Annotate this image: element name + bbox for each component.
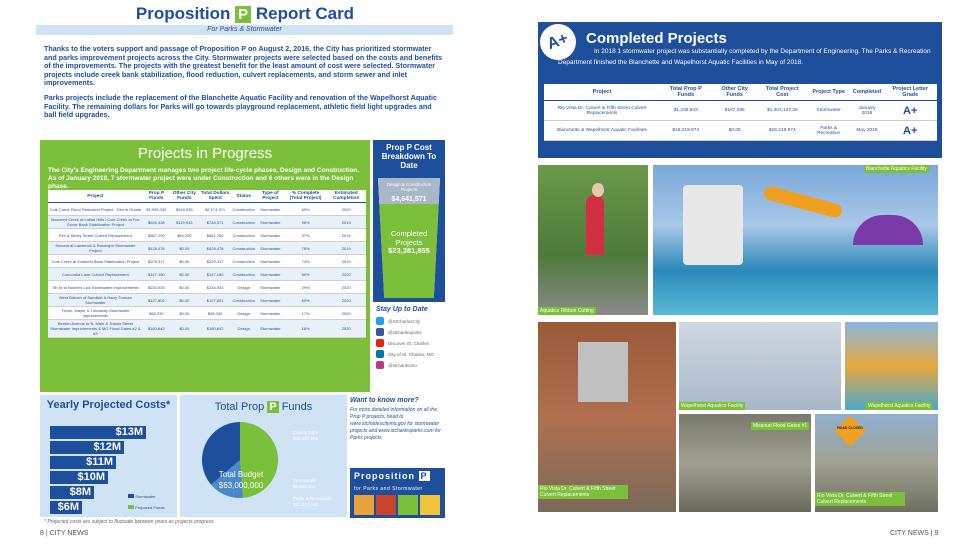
pt-cell: $119,943 bbox=[170, 216, 199, 229]
pt-cell: 2020 bbox=[326, 294, 366, 307]
pt-cell: 18% bbox=[285, 320, 327, 338]
pt-cell: 2020 bbox=[326, 320, 366, 338]
completed-title: Completed Projects bbox=[586, 30, 727, 47]
pt-cell: 76% bbox=[285, 242, 327, 255]
pt-cell: $428,478 bbox=[199, 242, 232, 255]
logo-tile bbox=[420, 495, 440, 515]
pt-cell: $98,330 bbox=[199, 307, 232, 320]
pt-cell: 97% bbox=[285, 229, 327, 242]
pt-cell: Construction bbox=[232, 294, 256, 307]
ct-cell: January 2018 bbox=[850, 101, 883, 121]
caption: Aquatics Ribbon Cutting bbox=[540, 308, 594, 314]
ct-header: Other City Funds bbox=[712, 84, 758, 101]
pt-cell: $626,428 bbox=[143, 216, 170, 229]
pt-cell: $428,478 bbox=[143, 242, 170, 255]
pt-cell: $249,939 bbox=[170, 203, 199, 216]
pt-cell: $746,371 bbox=[199, 216, 232, 229]
ct-cell: Parks & Recreation bbox=[807, 121, 851, 141]
pt-cell: $160,642 bbox=[143, 320, 170, 338]
cup-plan-label: Design & Construction Projects bbox=[386, 182, 432, 192]
table-row bbox=[48, 255, 366, 268]
caption: Rio Vista Dr. Culvert & Fifth Street Culvert Replacements bbox=[538, 485, 628, 499]
pt-cell: Stormwater bbox=[256, 242, 285, 255]
pt-cell: 2020 bbox=[326, 268, 366, 281]
ct-cell: $0.00 bbox=[712, 121, 758, 141]
pie-label-parks: Parks & Recreation $21,217,340 bbox=[293, 496, 332, 507]
ct-header: Project Type bbox=[807, 84, 851, 101]
pie-center-label: Total Budget bbox=[218, 470, 264, 479]
table-row bbox=[48, 242, 366, 255]
pt-cell: Construction bbox=[232, 229, 256, 242]
subtitle-bar: For Parks & Stormwater bbox=[36, 25, 453, 35]
progress-table bbox=[48, 190, 366, 338]
pt-cell: Stormwater bbox=[256, 216, 285, 229]
pt-header: Other City Funds bbox=[170, 190, 199, 203]
pt-cell: $0.00 bbox=[170, 294, 199, 307]
pt-cell: Stormwater bbox=[256, 229, 285, 242]
pt-cell: 17% bbox=[285, 307, 327, 320]
pt-header: Total Dollars Spent bbox=[199, 190, 232, 203]
pt-cell: Elm & Sibley Street Culvert Replacement bbox=[48, 229, 143, 242]
pt-cell: Boschert Creek at Indian Hills / Cole Creek at Fox Grove Bank Stabilization Project bbox=[48, 216, 143, 229]
table-row bbox=[48, 320, 366, 338]
warning-sign-text: ROAD CLOSED bbox=[837, 426, 863, 430]
pt-cell: Cole Creek at Zumbehl Bank Stabilization Project bbox=[48, 255, 143, 268]
pt-cell: 7th St to Boone's Lick Stormwater Improvements bbox=[48, 281, 143, 294]
pt-cell: $98,330 bbox=[143, 307, 170, 320]
pt-cell: $0.00 bbox=[170, 242, 199, 255]
pt-cell: Stormwater bbox=[256, 294, 285, 307]
table-row bbox=[48, 307, 366, 320]
progress-title: Projects in Progress bbox=[137, 145, 273, 162]
pt-header: % Complete (Total Project) bbox=[285, 190, 327, 203]
ct-cell: $1,235,843 bbox=[660, 101, 712, 121]
social-youtube[interactable]: Discover St. Charles bbox=[376, 339, 442, 347]
yearly-bar: $13M bbox=[50, 426, 146, 439]
ct-header: Project Letter Grade bbox=[883, 84, 937, 101]
pt-cell: $0.00 bbox=[170, 307, 199, 320]
pt-cell: 60% bbox=[285, 294, 327, 307]
twitter-icon bbox=[376, 317, 384, 325]
yearly-legend-2: Proposed Funds bbox=[128, 505, 164, 510]
pie-center-value: $63,000,000 bbox=[218, 481, 264, 490]
page-number-right: CITY NEWS | 9 bbox=[890, 530, 939, 537]
pt-cell: 2020 bbox=[326, 281, 366, 294]
prop-p-banner-logo: Proposition P for Parks and Stormwater bbox=[350, 468, 445, 518]
table-row bbox=[48, 216, 366, 229]
pt-cell: $127,801 bbox=[199, 294, 232, 307]
page-title: Proposition P Report Card bbox=[135, 4, 355, 23]
pt-cell: Stormwater bbox=[256, 268, 285, 281]
ct-cell: $1,403,127.28 bbox=[758, 101, 807, 121]
cup-done-label: Completed Projects bbox=[390, 229, 428, 247]
pt-cell: Second at Lawrence & Randolph Stormwater Project bbox=[48, 242, 143, 255]
a-plus-badge: A+ bbox=[535, 19, 581, 65]
photo-wapelhorst-1 bbox=[679, 322, 841, 410]
cost-title: Prop P Cost Breakdown To Date bbox=[381, 143, 437, 170]
cup-done-value: $23,381,855 bbox=[388, 246, 430, 255]
caption: Missouri Flood Gates #1 bbox=[753, 423, 808, 429]
pt-cell: Construction bbox=[232, 216, 256, 229]
waterslide-tower bbox=[683, 185, 743, 265]
yearly-bar: $11M bbox=[50, 456, 116, 469]
pt-cell: 2019 bbox=[326, 255, 366, 268]
pt-cell: Stormwater bbox=[256, 307, 285, 320]
pt-cell: Construction bbox=[232, 268, 256, 281]
instagram-icon bbox=[376, 361, 384, 369]
pt-cell: Stormwater bbox=[256, 281, 285, 294]
facebook-icon bbox=[376, 328, 384, 336]
pt-cell: $147,180 bbox=[199, 268, 232, 281]
photo-culvert bbox=[538, 322, 676, 512]
ct-cell: Stormwater bbox=[807, 101, 851, 121]
pt-cell: $2,174,971 bbox=[199, 203, 232, 216]
pt-cell: $127,801 bbox=[143, 294, 170, 307]
concrete-box bbox=[578, 342, 628, 402]
pt-cell: $234,933 bbox=[199, 281, 232, 294]
pt-cell: 60% bbox=[285, 203, 327, 216]
logo-tile bbox=[354, 495, 374, 515]
umbrella bbox=[853, 215, 923, 245]
caption: Blanchette Aquatics Facility bbox=[866, 166, 927, 172]
prop-p-logo: P bbox=[235, 6, 251, 23]
yearly-legend-1: Stormwater bbox=[128, 494, 156, 499]
pie-label-cost: Cost to Date $28,527,986 bbox=[293, 430, 319, 441]
caption: Wapelhorst Aquatics Facility bbox=[681, 403, 744, 409]
pt-cell: West Branch of Sandfort & Harry Truman Stormwater bbox=[48, 294, 143, 307]
ct-header: Total Project Cost bbox=[758, 84, 807, 101]
pt-cell: $1,925,032 bbox=[143, 203, 170, 216]
youtube-icon bbox=[376, 339, 384, 347]
yearly-title: Yearly Projected Costs* bbox=[46, 399, 171, 411]
pt-cell: Stormwater bbox=[256, 255, 285, 268]
photo-wapelhorst-2 bbox=[845, 322, 938, 410]
progress-text: The City's Engineering Department manages two project life-cycle phases, Design and Construction. As of January 2019, 7 stormwater project were under Construction and 6 others were in the Design phase. bbox=[48, 167, 360, 190]
table-row bbox=[544, 121, 937, 141]
want-to-know-more: Want to know more? For more detailed information on all the Prop P projects, head to www.stcharlescitymo.gov for stormwater projects and www.stcharlesparks.com for Parks projects. bbox=[350, 397, 441, 441]
social-twitter[interactable]: @StCharlesCity bbox=[376, 317, 442, 325]
ct-cell: $16,219,974 bbox=[660, 121, 712, 141]
linkedin-icon bbox=[376, 350, 384, 358]
pt-cell: Design bbox=[232, 307, 256, 320]
pt-cell: 2019 bbox=[326, 229, 366, 242]
social-instagram[interactable]: @stcharlesmo bbox=[376, 361, 442, 369]
pt-cell: 2020 bbox=[326, 203, 366, 216]
pt-header: Project bbox=[48, 190, 143, 203]
warning-sign bbox=[834, 415, 865, 446]
pt-cell: Tieum, Mayer & Treeaway Stormwater Improvements bbox=[48, 307, 143, 320]
logo-tile bbox=[398, 495, 418, 515]
pt-cell: Cole Creek Flood Reduction Project - Elm to Droste bbox=[48, 203, 143, 216]
table-row bbox=[48, 281, 366, 294]
completed-text: In 2018 1 stormwater project was substantially completed by the Department of Engineering. The Parks & Recreation Department finished the Blanchette and Wapelhorst Aquatic Facilities in May of 2018. bbox=[558, 48, 931, 66]
pt-cell: 2019 bbox=[326, 216, 366, 229]
funds-title: Total Prop P Funds bbox=[214, 401, 313, 413]
pt-cell: 29% bbox=[285, 281, 327, 294]
pie-label-storm: Stormwater $8,860,341 bbox=[293, 478, 317, 489]
pt-cell: Stormwater bbox=[256, 320, 285, 338]
pt-cell: 96% bbox=[285, 216, 327, 229]
ct-cell: Rio Vista Dr. Culvert & Fifth Street Culvert Replacements bbox=[544, 101, 660, 121]
pt-header: Type of Project bbox=[256, 190, 285, 203]
table-row bbox=[48, 229, 366, 242]
photo-ribbon-cutting bbox=[538, 165, 648, 315]
pt-cell: $229,317 bbox=[199, 255, 232, 268]
pt-cell: $567,290 bbox=[143, 229, 170, 242]
pt-header: Status bbox=[232, 190, 256, 203]
table-row bbox=[48, 203, 366, 216]
photo-blanchette bbox=[653, 165, 938, 315]
pt-cell: Design bbox=[232, 281, 256, 294]
table-row bbox=[544, 101, 937, 121]
ct-cell: May 2018 bbox=[850, 121, 883, 141]
table-row bbox=[48, 268, 366, 281]
pt-cell: $0.00 bbox=[170, 268, 199, 281]
pt-cell: $147,180 bbox=[143, 268, 170, 281]
completed-table bbox=[544, 84, 937, 141]
pt-cell: Stormwater bbox=[256, 203, 285, 216]
pt-cell: $160,642 bbox=[199, 320, 232, 338]
page-number-left: 8 | CITY NEWS bbox=[40, 530, 89, 537]
ct-cell: $167,285 bbox=[712, 101, 758, 121]
pt-cell: $0.00 bbox=[170, 320, 199, 338]
ct-header: Total Prop P Funds bbox=[660, 84, 712, 101]
yearly-bar: $12M bbox=[50, 441, 124, 454]
pt-header: Estimated Completion bbox=[326, 190, 366, 203]
person-figure bbox=[586, 195, 604, 255]
pt-cell: $94,290 bbox=[170, 229, 199, 242]
footnote: * Projected costs are subject to fluctuate between years as projects progress. bbox=[44, 519, 215, 525]
pt-cell: 74% bbox=[285, 255, 327, 268]
pt-cell: $661,760 bbox=[199, 229, 232, 242]
social-linkedin[interactable]: City of St. Charles, MO bbox=[376, 350, 442, 358]
pt-cell: $0.00 bbox=[170, 281, 199, 294]
yearly-bar: $10M bbox=[50, 471, 108, 484]
pt-cell: Construction bbox=[232, 242, 256, 255]
pt-cell: 60% bbox=[285, 268, 327, 281]
pt-cell: Design bbox=[232, 320, 256, 338]
pt-cell: Construction bbox=[232, 203, 256, 216]
yearly-bar: $6M bbox=[50, 501, 82, 514]
pt-cell: 2019 bbox=[326, 242, 366, 255]
slide-tube bbox=[763, 185, 844, 219]
social-facebook[interactable]: @stcharlesparks bbox=[376, 328, 442, 336]
ct-cell: Blanchette & Wapelhorst Aquatic Facilities bbox=[544, 121, 660, 141]
ct-cell: $16,219,974 bbox=[758, 121, 807, 141]
yearly-bar: $8M bbox=[50, 486, 94, 499]
pt-cell: $234,933 bbox=[143, 281, 170, 294]
pt-cell: Benton Avenue to N. Main & Transit Street Stormwater Improvements & MO Flood Gates #2 & #3 bbox=[48, 320, 143, 338]
ct-header: Project bbox=[544, 84, 660, 101]
caption: Wapelhorst Aquatics Facility bbox=[868, 403, 931, 409]
person-head bbox=[592, 183, 604, 197]
pt-cell: 2020 bbox=[326, 307, 366, 320]
table-row bbox=[48, 294, 366, 307]
pt-cell: Concordia Lane Culvert Replacement bbox=[48, 268, 143, 281]
pt-cell: Construction bbox=[232, 255, 256, 268]
ct-header: Completed bbox=[850, 84, 883, 101]
cup-plan-value: $4,641,571 bbox=[391, 196, 427, 203]
intro-text: Thanks to the voters support and passage of Proposition P on August 2, 2016, the City has prioritized stormwater and parks improvement projects across the City. Stormwater projects were selected based on the costs and benefits of the improvements. The projects with the greatest benefit for the least amount of cost were selected. Stormwater projects include creek bank stabilization, flood reduction, culvert replacements, and storm sewer and inlet improvements. Parks projects include the replacement of the Blanchette Aquatic Facility and renovation of the Wapelhorst Aquatic Facility. The remaining dollars for Parks will go towards playground replacement, athletic field light upgrades and ball field upgrades. bbox=[44, 44, 443, 120]
ct-cell: A+ bbox=[883, 121, 937, 141]
stay-up-to-date: Stay Up to Date @StCharlesCity @stcharlesparks Discover St. Charles City of St. Charles, MO @stcharlesmo bbox=[373, 302, 445, 392]
caption: Rio Vista Dr. Culvert & Fifth Street Culvert Replacements bbox=[815, 492, 905, 506]
pt-cell: $0.00 bbox=[170, 255, 199, 268]
logo-tile bbox=[376, 495, 396, 515]
pt-header: Prop P Funds bbox=[143, 190, 170, 203]
pt-cell: $229,317 bbox=[143, 255, 170, 268]
ct-cell: A+ bbox=[883, 101, 937, 121]
